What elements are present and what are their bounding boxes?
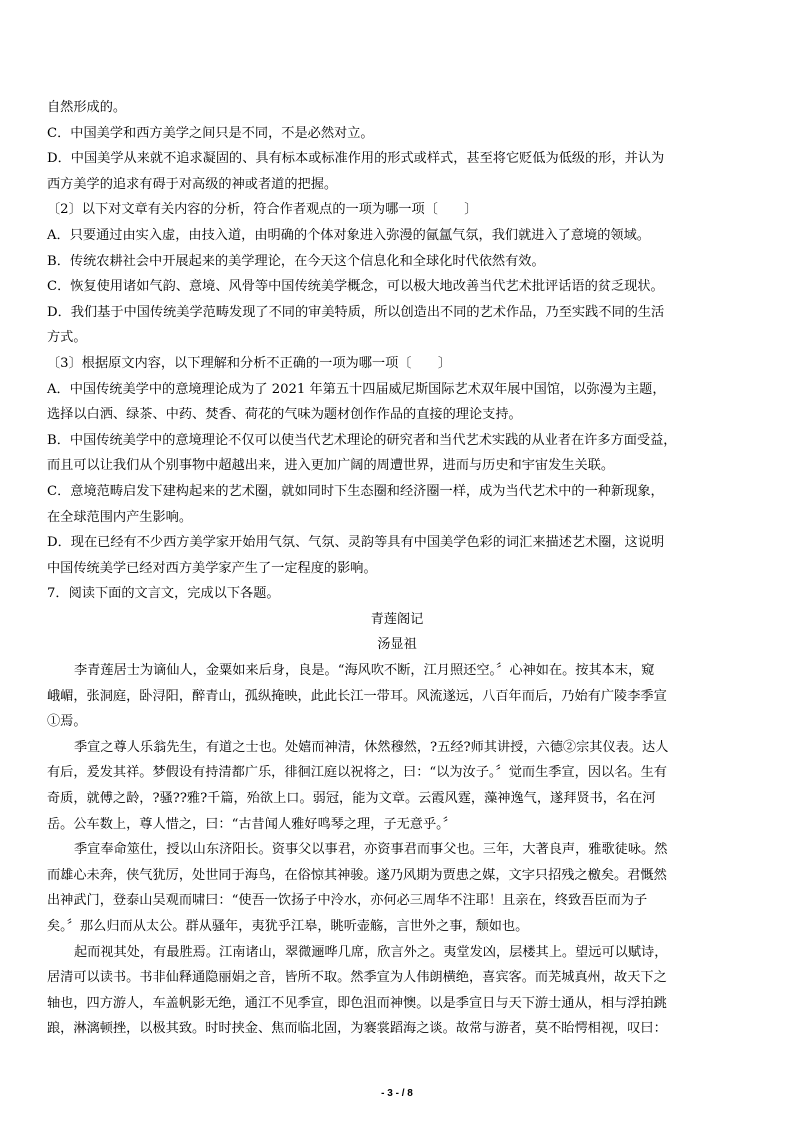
paragraph-start: 季宣奉命筮仕，授以山东济阳长。资事父以事君，亦资事君而事父也。三年，大著良声，雅歌徒咏。然 <box>74 842 668 858</box>
text-line: 有后，爰发其祥。梦假设有持清都广乐，徘徊江庭以祝将之，曰：“以为汝子。〞觉而生季宣，因以名。生有 <box>47 765 667 781</box>
option-c: C．恢复使用诸如气韵、意境、风骨等中国传统美学概念，可以极大地改善当代艺术批评话语的贫乏现状。 <box>47 279 664 295</box>
option-b: B．传统农耕社会中开展起来的美学理论，在今天这个信息化和全球化时代依然有效。 <box>47 253 545 269</box>
text-line: ①焉。 <box>47 714 87 730</box>
option-d: D．现在已经有不少西方美学家开始用气氛、气氛、灵韵等具有中国美学色彩的词汇来描述艺术圈，这说明 <box>47 535 665 551</box>
paragraph-start: 起而视其处，有最胜焉。江南诸山，翠微逦哗几席，欣言外之。夷堂发凶，层楼其上。望远可以赋诗， <box>74 944 668 960</box>
text-line: 而且可以让我们从个别事物中超越出来，进入更加广阔的周遭世界，进而与历史和宇宙发生关联。 <box>47 458 615 474</box>
text-line: 踉，淋漓顿挫，以极其致。时时挟金、焦而临北固，为褰裳蹈海之谈。故常与游者，莫不眙愕相视，叹曰： <box>47 1021 667 1037</box>
passage-author: 汤显祖 <box>377 637 417 653</box>
option-a: A．只要通过由实入虚，由技入道，由明确的个体对象进入弥漫的氤氲气氛，我们就进入了意境的领域。 <box>47 227 650 243</box>
text-line: 选择以白洒、绿茶、中药、焚香、荷花的气味为题材创作作品的直接的理论支持。 <box>47 407 522 423</box>
option-d: D．中国美学从来就不追求凝固的、具有标本或标准作用的形式或样式，甚至将它贬低为低级的形，并认为 <box>47 151 665 167</box>
text-line: 西方美学的追求有碍于对高级的神或者道的把握。 <box>47 176 338 192</box>
paragraph-start: 季宣之尊人乐翁先生，有道之士也。处嬉而神清，休然穆然，?五经?师其讲授，六德②宗其仪表。达人 <box>74 739 669 755</box>
text-line: 在全球范围内产生影响。 <box>47 509 193 525</box>
option-b: B．中国传统美学中的意境理论不仅可以使当代艺术理论的研究者和当代艺术实践的从业者在许多方面受益， <box>47 432 677 448</box>
passage-title: 青莲阁记 <box>370 611 424 627</box>
text-line: 奇质，就傅之龄，?骚??雅?千篇，殆欲上口。弱冠，能为文章。云霞风霆，藻神逸气，遂拜贤书，名在河 <box>47 791 656 807</box>
text-line: 矣。〞那么归而从太公。群从骚年，夷犹乎江皋，眺听壶觞，言世外之事，颓如也。 <box>47 919 529 934</box>
text-line: 出神武门，登泰山吴观而啸曰：“使吾一饮扬子中泠水，亦何必三周华不注耶！且亲在，终致吾臣而为子 <box>47 893 648 909</box>
option-c: C．意境范畴启发下建构起来的艺术圈，就如同时下生态圈和经济圈一样，成为当代艺术中的一种新现象， <box>47 483 664 499</box>
page-number: - 3 - / 8 <box>381 1088 413 1099</box>
page-content <box>47 95 747 1042</box>
text-line: 而雄心未奔，侠气犹厉，处世同于海鸟，在俗惊其神骏。遂乃风期为贾患之媒，文字只招残之檄矣。君慨然 <box>47 867 667 883</box>
text-line: 自然形成的。 <box>47 100 127 115</box>
option-c: C．中国美学和西方美学之间只是不同，不是必然对立。 <box>47 125 374 141</box>
question-2: 〔2〕以下对文章有关内容的分析，符合作者观点的一项为哪一项〔 〕 <box>47 202 478 218</box>
text-line: 岳。公车数上，尊人惜之，曰：“古昔闻人雅好鸣琴之理，子无意乎。〞 <box>47 816 456 832</box>
text-line: 中国传统美学已经对西方美学家产生了一定程度的影响。 <box>47 560 377 576</box>
text-line: 峨嵋，张洞庭，卧浔阳，醉青山，孤纵掩映，此此长江一带耳。风流遂远，八百年而后，乃始有广陵李季宣 <box>47 688 667 704</box>
text-line: 方式。 <box>47 330 87 346</box>
option-a: A．中国传统美学中的意境理论成为了 2021 年第五十四届威尼斯国际艺术双年展中国馆，以弥漫为主题， <box>47 381 666 397</box>
option-d: D．我们基于中国传统美学范畴发现了不同的审美特质，所以创造出不同的艺术作品，乃至实践不同的生活 <box>47 304 665 320</box>
text-line: 轴也，四方游人，车盖帆影无绝，通江不见季宣，即色沮而神懊。以是季宣日与天下游士通从，相与浮拍跳 <box>47 995 667 1011</box>
question-7: 7．阅读下面的文言文，完成以下各题。 <box>47 586 280 602</box>
text-line: 居清可以读书。书非仙释通隐丽娟之音，皆所不取。然季宣为人伟朗横绝，喜宾客。而芜城真州，故天下之 <box>47 970 667 986</box>
paragraph-start: 李青莲居士为谪仙人，金粟如来后身，良是。“海风吹不断，江月照还空。〞心神如在。按其本末，窥 <box>74 663 655 679</box>
question-3: 〔3〕根据原文内容，以下理解和分析不正确的一项为哪一项〔 〕 <box>47 355 452 371</box>
